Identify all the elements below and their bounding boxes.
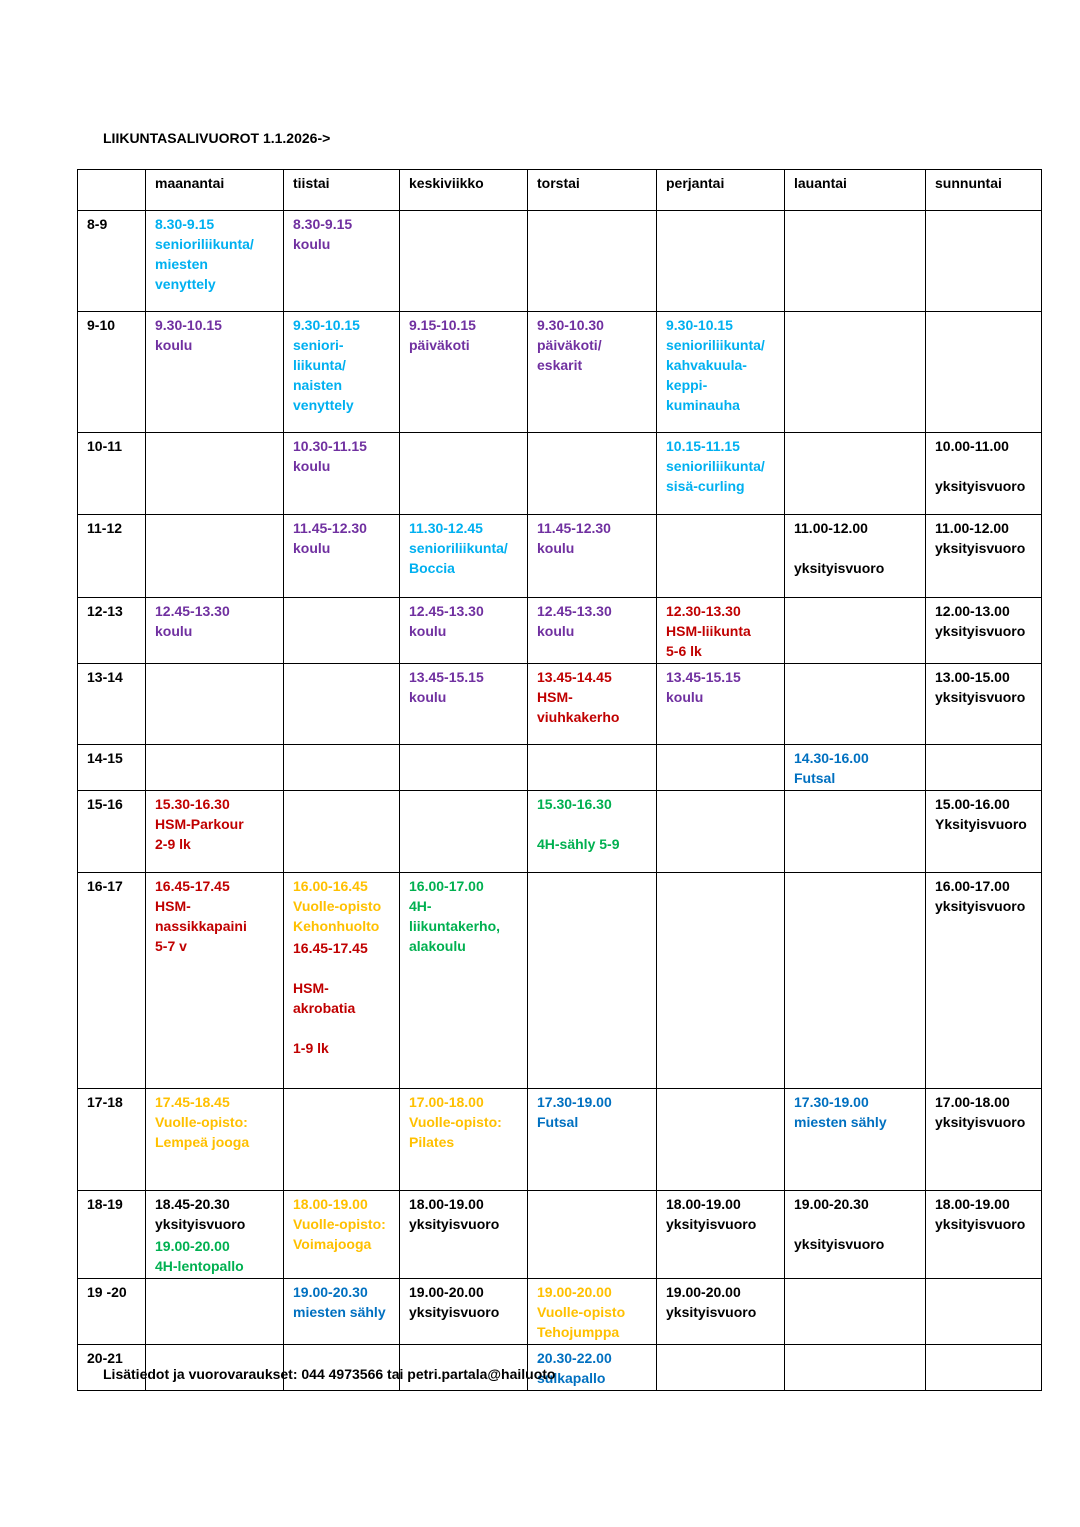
booking-entry: 17.45-18.45 Vuolle-opisto: Lempeä jooga: [155, 1094, 250, 1150]
schedule-row: [78, 664, 1042, 745]
booking-entry: 15.30-16.30 4H-sähly 5-9: [537, 796, 620, 852]
schedule-cell: [400, 745, 528, 791]
booking-entry: 12.30-13.30 HSM-liikunta 5-6 lk: [666, 603, 751, 659]
schedule-cell: [400, 791, 528, 873]
booking-entry: 18.00-19.00 yksityisvuoro: [666, 1196, 757, 1232]
schedule-cell: [926, 211, 1042, 312]
booking-entry: 13.45-15.15 koulu: [666, 669, 741, 705]
schedule-cell: [785, 312, 926, 433]
day-header: torstai: [528, 170, 657, 211]
schedule-cell: [400, 312, 528, 433]
day-header: maanantai: [146, 170, 284, 211]
booking-entry: 12.45-13.30 koulu: [155, 603, 230, 639]
schedule-cell: [146, 515, 284, 598]
schedule-cell: [146, 312, 284, 433]
booking-entry: 20.30-22.00 sulkapallo: [537, 1350, 612, 1386]
day-header: lauantai: [785, 170, 926, 211]
booking-entry: 19.00-20.30 yksityisvuoro: [794, 1196, 885, 1252]
schedule-cell: [657, 433, 785, 515]
booking-entry: 18.00-19.00 yksityisvuoro: [935, 1196, 1026, 1232]
schedule-cell: [400, 1089, 528, 1191]
booking-entry: 12.00-13.00 yksityisvuoro: [935, 603, 1026, 639]
schedule-row: [78, 598, 1042, 664]
schedule-cell: [528, 598, 657, 664]
booking-entry: 10.00-11.00 yksityisvuoro: [935, 438, 1026, 494]
schedule-cell: [785, 664, 926, 745]
page-title: LIIKUNTASALIVUOROT 1.1.2026->: [103, 130, 331, 146]
schedule-cell: [284, 664, 400, 745]
booking-entry: 12.45-13.30 koulu: [537, 603, 612, 639]
schedule-cell: [146, 211, 284, 312]
time-slot-label: 13-14: [78, 664, 146, 745]
booking-entry: 19.00-20.00 4H-lentopallo: [155, 1238, 244, 1274]
schedule-cell: [528, 1191, 657, 1279]
schedule-cell: [657, 211, 785, 312]
booking-entry: 9.30-10.15 senioriliikunta/ kahvakuula- keppi- kuminauha: [666, 317, 765, 413]
schedule-row: [78, 211, 1042, 312]
booking-entry: 11.00-12.00 yksityisvuoro: [794, 520, 885, 576]
booking-entry: 11.45-12.30 koulu: [293, 520, 367, 556]
schedule-cell: [528, 312, 657, 433]
booking-entry: 10.30-11.15 koulu: [293, 438, 367, 474]
schedule-cell: [657, 791, 785, 873]
schedule-cell: [785, 515, 926, 598]
schedule-cell: [146, 1279, 284, 1345]
schedule-cell: [284, 1279, 400, 1345]
schedule-cell: [146, 873, 284, 1089]
schedule-table: [77, 169, 1042, 1391]
schedule-cell: [785, 1345, 926, 1391]
schedule-cell: [284, 873, 400, 1089]
schedule-cell: [926, 433, 1042, 515]
time-slot-label: 11-12: [78, 515, 146, 598]
schedule-cell: [657, 664, 785, 745]
schedule-cell: [146, 664, 284, 745]
schedule-cell: [146, 1191, 284, 1279]
schedule-cell: [785, 791, 926, 873]
booking-entry: 19.00-20.00 yksityisvuoro: [666, 1284, 757, 1320]
booking-entry: 18.00-19.00 Vuolle-opisto: Voimajooga: [293, 1196, 386, 1252]
schedule-row: [78, 1089, 1042, 1191]
time-slot-label: 12-13: [78, 598, 146, 664]
schedule-cell: [657, 598, 785, 664]
booking-entry: 11.00-12.00 yksityisvuoro: [935, 520, 1026, 556]
time-slot-label: 15-16: [78, 791, 146, 873]
schedule-cell: [785, 433, 926, 515]
schedule-cell: [657, 312, 785, 433]
schedule-cell: [785, 1089, 926, 1191]
booking-entry: 9.15-10.15 päiväkoti: [409, 317, 476, 353]
booking-entry: 16.00-17.00 4H- liikuntakerho, alakoulu: [409, 878, 501, 954]
schedule-cell: [926, 745, 1042, 791]
schedule-cell: [400, 515, 528, 598]
schedule-cell: [146, 745, 284, 791]
time-slot-label: 18-19: [78, 1191, 146, 1279]
schedule-cell: [926, 1191, 1042, 1279]
schedule-cell: [528, 1089, 657, 1191]
day-header: perjantai: [657, 170, 785, 211]
schedule-cell: [926, 1345, 1042, 1391]
time-slot-label: 10-11: [78, 433, 146, 515]
schedule-cell: [284, 433, 400, 515]
booking-entry: 16.00-16.45 Vuolle-opisto Kehonhuolto: [293, 878, 382, 934]
schedule-cell: [284, 1089, 400, 1191]
header-row: [78, 170, 1042, 211]
schedule-cell: [528, 1279, 657, 1345]
schedule-cell: [284, 598, 400, 664]
schedule-cell: [284, 1191, 400, 1279]
booking-entry: 16.45-17.45 HSM- akrobatia 1-9 lk: [293, 940, 368, 1056]
schedule-cell: [926, 873, 1042, 1089]
booking-entry: 16.00-17.00 yksityisvuoro: [935, 878, 1026, 914]
booking-entry: 17.00-18.00 Vuolle-opisto: Pilates: [409, 1094, 502, 1150]
schedule-cell: [146, 791, 284, 873]
schedule-cell: [400, 598, 528, 664]
schedule-cell: [400, 873, 528, 1089]
schedule-cell: [785, 211, 926, 312]
schedule-cell: [284, 791, 400, 873]
schedule-cell: [785, 745, 926, 791]
schedule-cell: [785, 1191, 926, 1279]
booking-entry: 19.00-20.00 Vuolle-opisto Tehojumppa: [537, 1284, 626, 1340]
booking-entry: 13.45-14.45 HSM- viuhkakerho: [537, 669, 620, 725]
booking-entry: 8.30-9.15 senioriliikunta/ miesten venyttely: [155, 216, 254, 292]
schedule-cell: [926, 791, 1042, 873]
schedule-cell: [528, 873, 657, 1089]
booking-entry: 13.45-15.15 koulu: [409, 669, 484, 705]
day-header: sunnuntai: [926, 170, 1042, 211]
schedule-cell: [400, 1191, 528, 1279]
schedule-cell: [926, 1279, 1042, 1345]
time-slot-label: 8-9: [78, 211, 146, 312]
schedule-cell: [146, 1089, 284, 1191]
time-slot-label: 17-18: [78, 1089, 146, 1191]
booking-entry: 19.00-20.30 miesten sähly: [293, 1284, 386, 1320]
time-slot-label: 9-10: [78, 312, 146, 433]
schedule-cell: [926, 598, 1042, 664]
corner-cell: [78, 170, 146, 211]
time-slot-label: 14-15: [78, 745, 146, 791]
schedule-cell: [657, 873, 785, 1089]
schedule-cell: [657, 515, 785, 598]
booking-entry: 17.30-19.00 miesten sähly: [794, 1094, 887, 1130]
booking-entry: 9.30-10.15 seniori- liikunta/ naisten venyttely: [293, 317, 360, 413]
schedule-row: [78, 1279, 1042, 1345]
booking-entry: 19.00-20.00 yksityisvuoro: [409, 1284, 500, 1320]
schedule-cell: [284, 211, 400, 312]
schedule-row: [78, 745, 1042, 791]
booking-entry: 11.45-12.30 koulu: [537, 520, 611, 556]
schedule-cell: [146, 433, 284, 515]
schedule-cell: [926, 515, 1042, 598]
booking-entry: 15.00-16.00 Yksityisvuoro: [935, 796, 1027, 832]
schedule-cell: [657, 1279, 785, 1345]
time-slot-label: 16-17: [78, 873, 146, 1089]
schedule-cell: [528, 664, 657, 745]
contact-footer: Lisätiedot ja vuorovaraukset: 044 4973566 tai petri.partala@hailuoto: [103, 1366, 556, 1382]
schedule-cell: [284, 745, 400, 791]
schedule-cell: [528, 211, 657, 312]
booking-entry: 15.30-16.30 HSM-Parkour 2-9 lk: [155, 796, 244, 852]
booking-entry: 8.30-9.15 koulu: [293, 216, 353, 252]
schedule-cell: [926, 1089, 1042, 1191]
schedule-cell: [400, 211, 528, 312]
schedule-row: [78, 515, 1042, 598]
schedule-row: [78, 791, 1042, 873]
booking-entry: 13.00-15.00 yksityisvuoro: [935, 669, 1026, 705]
booking-entry: 17.30-19.00 Futsal: [537, 1094, 612, 1130]
schedule-cell: [785, 873, 926, 1089]
booking-entry: 18.45-20.30 yksityisvuoro: [155, 1196, 246, 1232]
day-header: tiistai: [284, 170, 400, 211]
schedule-cell: [528, 515, 657, 598]
time-slot-label: 19 -20: [78, 1279, 146, 1345]
booking-entry: 17.00-18.00 yksityisvuoro: [935, 1094, 1026, 1130]
schedule-cell: [657, 745, 785, 791]
schedule-cell: [785, 1279, 926, 1345]
schedule-cell: [528, 433, 657, 515]
time-slot-label: 20-21: [78, 1345, 146, 1391]
schedule-cell: [926, 664, 1042, 745]
schedule-row: [78, 1191, 1042, 1279]
booking-entry: 9.30-10.30 päiväkoti/ eskarit: [537, 317, 604, 373]
booking-entry: 12.45-13.30 koulu: [409, 603, 484, 639]
booking-entry: 18.00-19.00 yksityisvuoro: [409, 1196, 500, 1232]
schedule-cell: [146, 598, 284, 664]
schedule-cell: [657, 1191, 785, 1279]
schedule-cell: [400, 1279, 528, 1345]
schedule-cell: [926, 312, 1042, 433]
schedule-cell: [400, 433, 528, 515]
schedule-row: [78, 312, 1042, 433]
booking-entry: 11.30-12.45 senioriliikunta/ Boccia: [409, 520, 508, 576]
schedule-row: [78, 433, 1042, 515]
schedule-cell: [657, 1089, 785, 1191]
schedule-row: [78, 873, 1042, 1089]
schedule-cell: [657, 1345, 785, 1391]
schedule-cell: [284, 515, 400, 598]
booking-entry: 10.15-11.15 senioriliikunta/ sisä-curling: [666, 438, 765, 494]
booking-entry: 16.45-17.45 HSM- nassikkapaini 5-7 v: [155, 878, 247, 954]
schedule-cell: [400, 664, 528, 745]
booking-entry: 9.30-10.15 koulu: [155, 317, 222, 353]
booking-entry: 14.30-16.00 Futsal: [794, 750, 869, 786]
schedule-cell: [785, 598, 926, 664]
day-header: keskiviikko: [400, 170, 528, 211]
schedule-cell: [528, 791, 657, 873]
schedule-cell: [284, 312, 400, 433]
schedule-cell: [528, 745, 657, 791]
